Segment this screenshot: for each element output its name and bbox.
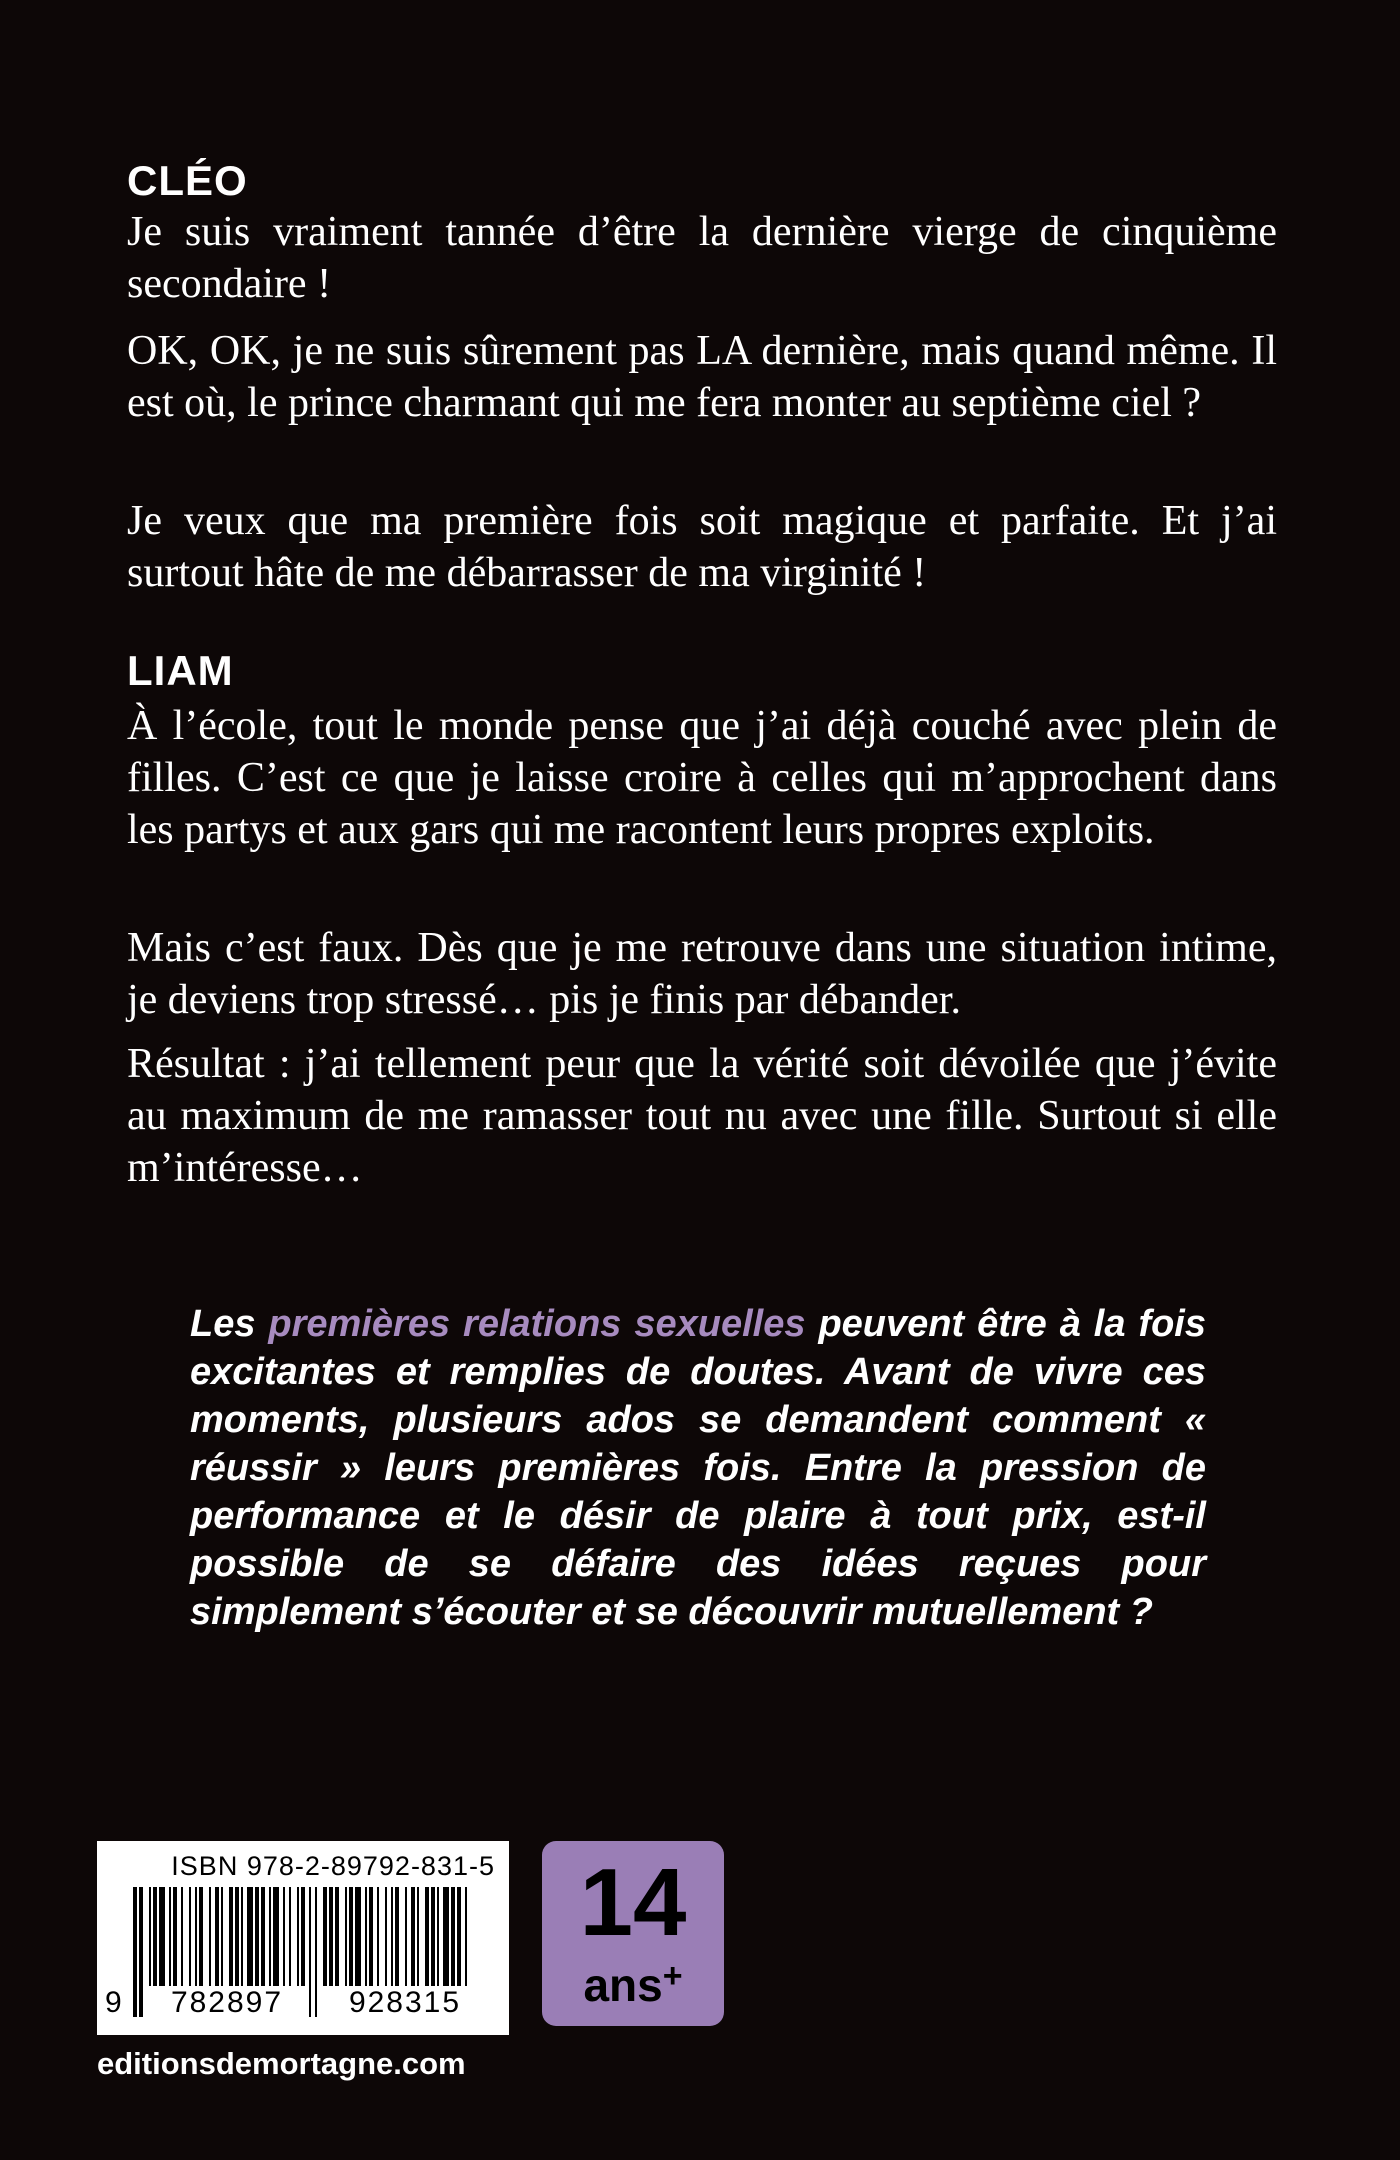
age-rating-unit <box>542 1957 724 2011</box>
isbn-barcode <box>97 1841 509 2035</box>
age-plus-sign: + <box>662 1957 683 1995</box>
heading-liam: LIAM <box>127 647 234 694</box>
back-cover-blurb <box>190 1300 1206 1636</box>
liam-paragraph-2: Mais c’est faux. Dès que je me retrouve dans une situation intime, je deviens trop stressé… pis je finis par débander. <box>127 925 1277 1023</box>
heading-cleo: CLÉO <box>127 157 248 204</box>
age-unit-text: ans <box>583 1959 663 2011</box>
isbn-label: ISBN 978-2-89792-831-5 <box>171 1851 495 1881</box>
ean-first-digit: 9 <box>105 1986 122 2019</box>
ean-left-digits: 782897 <box>147 1986 307 2020</box>
blurb-highlight: premières relations sexuelles <box>268 1303 806 1345</box>
barcode-bar <box>139 1887 143 2017</box>
cleo-paragraph-1: Je suis vraiment tannée d’être la dernière vierge de cinquième secondaire ! <box>127 209 1277 307</box>
barcode-bar <box>309 1887 311 2017</box>
cleo-paragraph-3: Je veux que ma première fois soit magique et parfaite. Et j’ai surtout hâte de me débarrasser de ma virginité ! <box>127 498 1277 596</box>
blurb-body: peuvent être à la fois excitantes et remplies de doutes. Avant de vivre ces moments, plusieurs ados se demandent comment « réussir » leurs premières fois. Entre la pression de performance et le désir de plaire à tout prix, est-il possible de se défaire des idées reçues pour simplement s’écouter et se découvrir mutuellement ? <box>190 1303 1206 1633</box>
publisher-website: editionsdemortagne.com <box>97 2046 466 2081</box>
ean-right-digits: 928315 <box>321 1986 489 2020</box>
barcode-bar <box>315 1887 317 2017</box>
cleo-paragraph-2: OK, OK, je ne suis sûrement pas LA dernière, mais quand même. Il est où, le prince charmant qui me fera monter au septième ciel ? <box>127 328 1277 426</box>
liam-paragraph-1: À l’école, tout le monde pense que j’ai déjà couché avec plein de filles. C’est ce que je laisse croire à celles qui m’approchent dans les partys et aux gars qui me racontent leurs propres exploits. <box>127 703 1277 853</box>
blurb-intro: Les <box>190 1303 269 1345</box>
age-rating-number: 14 <box>579 1849 687 1956</box>
liam-paragraph-3: Résultat : j’ai tellement peur que la vérité soit dévoilée que j’évite au maximum de me ramasser tout nu avec une fille. Surtout si elle m’intéresse… <box>127 1041 1277 1191</box>
barcode-bar <box>133 1887 137 2017</box>
age-rating-badge <box>542 1841 724 2026</box>
